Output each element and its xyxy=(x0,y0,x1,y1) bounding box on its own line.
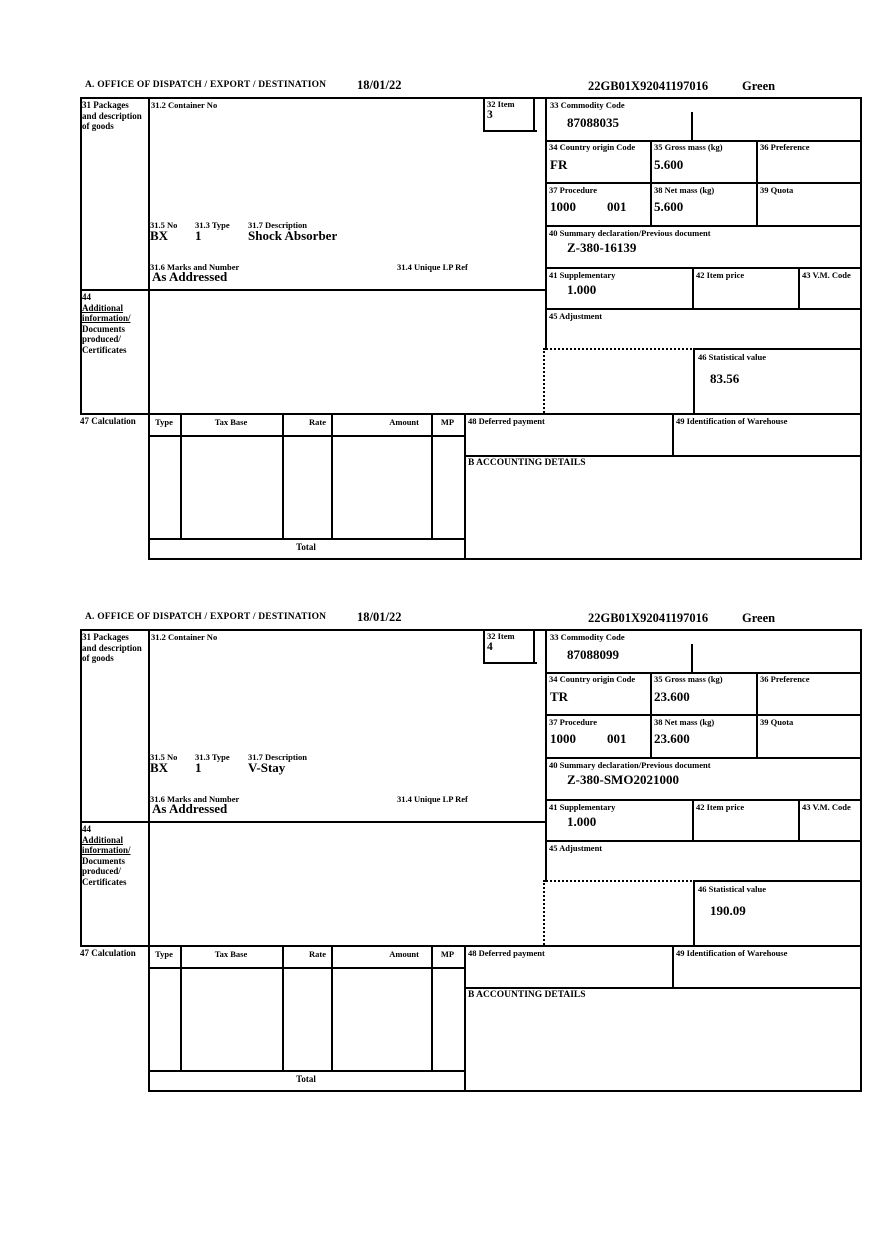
divider xyxy=(148,97,150,560)
preference-label: 36 Preference xyxy=(760,142,810,152)
item-price-label: 42 Item price xyxy=(696,802,745,812)
divider xyxy=(431,945,433,1070)
divider xyxy=(464,945,466,1092)
declaration-date: 18/01/22 xyxy=(357,610,402,624)
package-description-label: 31.7 Description xyxy=(248,220,308,230)
divider xyxy=(545,714,862,716)
package-no-value: BX xyxy=(150,760,169,775)
divider xyxy=(691,112,693,140)
calc-total-label: Total xyxy=(296,1074,316,1084)
procedure-value-1: 1000 xyxy=(550,199,576,214)
unique-lp-ref-label: 31.4 Unique LP Ref xyxy=(397,794,468,804)
divider xyxy=(80,413,862,415)
divider xyxy=(331,945,333,1070)
divider xyxy=(80,945,862,947)
mrn-number: 22GB01X92041197016 xyxy=(588,611,709,625)
package-description-label: 31.7 Description xyxy=(248,752,308,762)
procedure-value-2: 001 xyxy=(607,731,627,746)
divider xyxy=(756,140,758,225)
previous-document-value: Z-380-16139 xyxy=(567,240,637,255)
deferred-payment-label: 48 Deferred payment xyxy=(468,416,545,426)
accounting-details-label: B ACCOUNTING DETAILS xyxy=(468,990,586,1000)
box44-underlined-text: Additional information/ xyxy=(82,302,131,323)
package-type-label: 31.3 Type xyxy=(195,220,230,230)
packages-description-label: 31 Packages and description of goods xyxy=(82,632,142,663)
package-no-label: 31.5 No xyxy=(150,220,178,230)
accounting-details-label: B ACCOUNTING DETAILS xyxy=(468,458,586,468)
box44-rest-text: Documents produced/ Certificates xyxy=(82,323,127,355)
previous-document-value: Z-380-SMO2021000 xyxy=(567,772,679,787)
divider xyxy=(331,413,333,538)
divider xyxy=(672,413,674,457)
statistical-value-label: 46 Statistical value xyxy=(698,352,766,362)
container-no-label: 31.2 Container No xyxy=(151,100,218,110)
calc-header-type: Type xyxy=(155,949,173,959)
net-mass-label: 38 Net mass (kg) xyxy=(654,185,715,195)
marks-number-value: As Addressed xyxy=(152,269,228,284)
declaration-date: 18/01/22 xyxy=(357,78,402,92)
divider xyxy=(545,97,547,350)
deferred-payment-label: 48 Deferred payment xyxy=(468,948,545,958)
divider xyxy=(545,267,862,269)
warehouse-identification-label: 49 Identification of Warehouse xyxy=(676,416,788,426)
calc-header-rate: Rate xyxy=(309,949,326,959)
gross-mass-label: 35 Gross mass (kg) xyxy=(654,142,723,152)
country-origin-value: TR xyxy=(550,689,569,704)
dotted-divider xyxy=(543,348,545,413)
marks-number-label: 31.6 Marks and Number xyxy=(150,794,240,804)
vm-code-label: 43 V.M. Code xyxy=(802,802,851,812)
calculation-label: 47 Calculation xyxy=(80,416,136,426)
divider xyxy=(545,629,547,882)
divider xyxy=(483,629,485,664)
item-price-label: 42 Item price xyxy=(696,270,745,280)
item-number-value: 3 xyxy=(487,109,493,121)
calc-header-type: Type xyxy=(155,417,173,427)
calc-header-amount: Amount xyxy=(389,949,419,959)
divider xyxy=(282,945,284,1070)
dotted-divider xyxy=(543,348,695,350)
divider xyxy=(148,538,466,540)
item-number-label: 32 Item xyxy=(487,99,515,109)
package-no-label: 31.5 No xyxy=(150,752,178,762)
divider xyxy=(693,880,695,945)
divider xyxy=(533,629,535,664)
gross-mass-label: 35 Gross mass (kg) xyxy=(654,674,723,684)
divider xyxy=(464,413,466,560)
statistical-value: 83.56 xyxy=(710,371,740,386)
calculation-label: 47 Calculation xyxy=(80,948,136,958)
country-origin-label: 34 Country origin Code xyxy=(549,674,636,684)
package-no-value: BX xyxy=(150,228,169,243)
divider xyxy=(80,97,82,415)
country-origin-value: FR xyxy=(550,157,568,172)
divider xyxy=(180,945,182,1070)
dotted-divider xyxy=(543,880,545,945)
divider xyxy=(860,629,862,1092)
divider xyxy=(80,629,82,947)
divider xyxy=(545,182,862,184)
statistical-value-label: 46 Statistical value xyxy=(698,884,766,894)
divider xyxy=(148,1070,466,1072)
calc-header-amount: Amount xyxy=(389,417,419,427)
divider xyxy=(756,672,758,757)
container-no-label: 31.2 Container No xyxy=(151,632,218,642)
divider xyxy=(148,558,862,560)
divider xyxy=(545,840,862,842)
divider xyxy=(180,413,182,538)
divider xyxy=(692,267,694,308)
divider xyxy=(431,413,433,538)
calc-header-tax-base: Tax Base xyxy=(214,417,248,427)
divider xyxy=(672,945,674,989)
box44-number: 44 xyxy=(82,824,91,834)
warehouse-identification-label: 49 Identification of Warehouse xyxy=(676,948,788,958)
divider xyxy=(545,225,862,227)
divider xyxy=(148,629,150,1092)
country-origin-label: 34 Country origin Code xyxy=(549,142,636,152)
additional-information-label xyxy=(82,824,144,887)
procedure-label: 37 Procedure xyxy=(549,717,598,727)
additional-information-label xyxy=(82,292,144,355)
divider xyxy=(693,880,862,882)
divider xyxy=(545,799,862,801)
divider xyxy=(798,267,800,308)
divider xyxy=(282,413,284,538)
adjustment-label: 45 Adjustment xyxy=(549,311,603,321)
divider xyxy=(80,821,547,823)
procedure-value-2: 001 xyxy=(607,199,627,214)
declaration-item-section-2 xyxy=(80,610,862,1092)
vm-code-label: 43 V.M. Code xyxy=(802,270,851,280)
adjustment-label: 45 Adjustment xyxy=(549,843,603,853)
quota-label: 39 Quota xyxy=(760,717,794,727)
divider xyxy=(533,97,535,132)
procedure-value-1: 1000 xyxy=(550,731,576,746)
divider xyxy=(148,435,466,437)
divider xyxy=(798,799,800,840)
divider xyxy=(148,1090,862,1092)
gross-mass-value: 5.600 xyxy=(654,157,684,172)
box44-rest-text: Documents produced/ Certificates xyxy=(82,855,127,887)
quota-label: 39 Quota xyxy=(760,185,794,195)
supplementary-label: 41 Supplementary xyxy=(549,270,616,280)
divider xyxy=(80,629,862,631)
net-mass-value: 23.600 xyxy=(654,731,690,746)
statistical-value: 190.09 xyxy=(710,903,746,918)
package-count-value: 1 xyxy=(195,228,202,243)
divider xyxy=(148,967,466,969)
packages-description-label: 31 Packages and description of goods xyxy=(82,100,142,131)
unique-lp-ref-label: 31.4 Unique LP Ref xyxy=(397,262,468,272)
divider xyxy=(693,348,862,350)
declaration-item-section-1 xyxy=(80,78,862,560)
gross-mass-value: 23.600 xyxy=(654,689,690,704)
divider xyxy=(80,289,547,291)
supplementary-label: 41 Supplementary xyxy=(549,802,616,812)
marks-number-value: As Addressed xyxy=(152,801,228,816)
divider xyxy=(464,455,862,457)
divider xyxy=(650,140,652,225)
commodity-code-label: 33 Commodity Code xyxy=(550,100,625,110)
divider xyxy=(483,97,485,132)
divider xyxy=(650,672,652,757)
calc-header-tax-base: Tax Base xyxy=(214,949,248,959)
summary-declaration-label: 40 Summary declaration/Previous document xyxy=(549,228,711,238)
divider xyxy=(464,987,862,989)
package-count-value: 1 xyxy=(195,760,202,775)
office-of-dispatch-title: A. OFFICE OF DISPATCH / EXPORT / DESTINATION xyxy=(85,612,327,622)
office-of-dispatch-title: A. OFFICE OF DISPATCH / EXPORT / DESTINATION xyxy=(85,80,327,90)
calc-header-rate: Rate xyxy=(309,417,326,427)
package-type-label: 31.3 Type xyxy=(195,752,230,762)
calc-total-label: Total xyxy=(296,542,316,552)
box44-underlined-text: Additional information/ xyxy=(82,834,131,855)
divider xyxy=(483,130,537,132)
goods-description-value: V-Stay xyxy=(248,760,286,775)
marks-number-label: 31.6 Marks and Number xyxy=(150,262,240,272)
commodity-code-label: 33 Commodity Code xyxy=(550,632,625,642)
divider xyxy=(692,799,694,840)
routing-status: Green xyxy=(742,79,776,93)
divider xyxy=(693,348,695,413)
calc-header-mp: MP xyxy=(440,417,455,427)
commodity-code-value: 87088035 xyxy=(567,115,619,130)
supplementary-value: 1.000 xyxy=(567,814,597,829)
divider xyxy=(545,757,862,759)
goods-description-value: Shock Absorber xyxy=(248,228,338,243)
commodity-code-value: 87088099 xyxy=(567,647,619,662)
divider xyxy=(860,97,862,560)
dotted-divider xyxy=(543,880,695,882)
mrn-number: 22GB01X92041197016 xyxy=(588,79,709,93)
net-mass-label: 38 Net mass (kg) xyxy=(654,717,715,727)
preference-label: 36 Preference xyxy=(760,674,810,684)
summary-declaration-label: 40 Summary declaration/Previous document xyxy=(549,760,711,770)
divider xyxy=(691,644,693,672)
procedure-label: 37 Procedure xyxy=(549,185,598,195)
divider xyxy=(483,662,537,664)
divider xyxy=(545,308,862,310)
routing-status: Green xyxy=(742,611,776,625)
item-number-value: 4 xyxy=(487,641,493,653)
item-number-label: 32 Item xyxy=(487,631,515,641)
net-mass-value: 5.600 xyxy=(654,199,684,214)
supplementary-value: 1.000 xyxy=(567,282,597,297)
divider xyxy=(80,97,862,99)
box44-number: 44 xyxy=(82,292,91,302)
calc-header-mp: MP xyxy=(440,949,455,959)
